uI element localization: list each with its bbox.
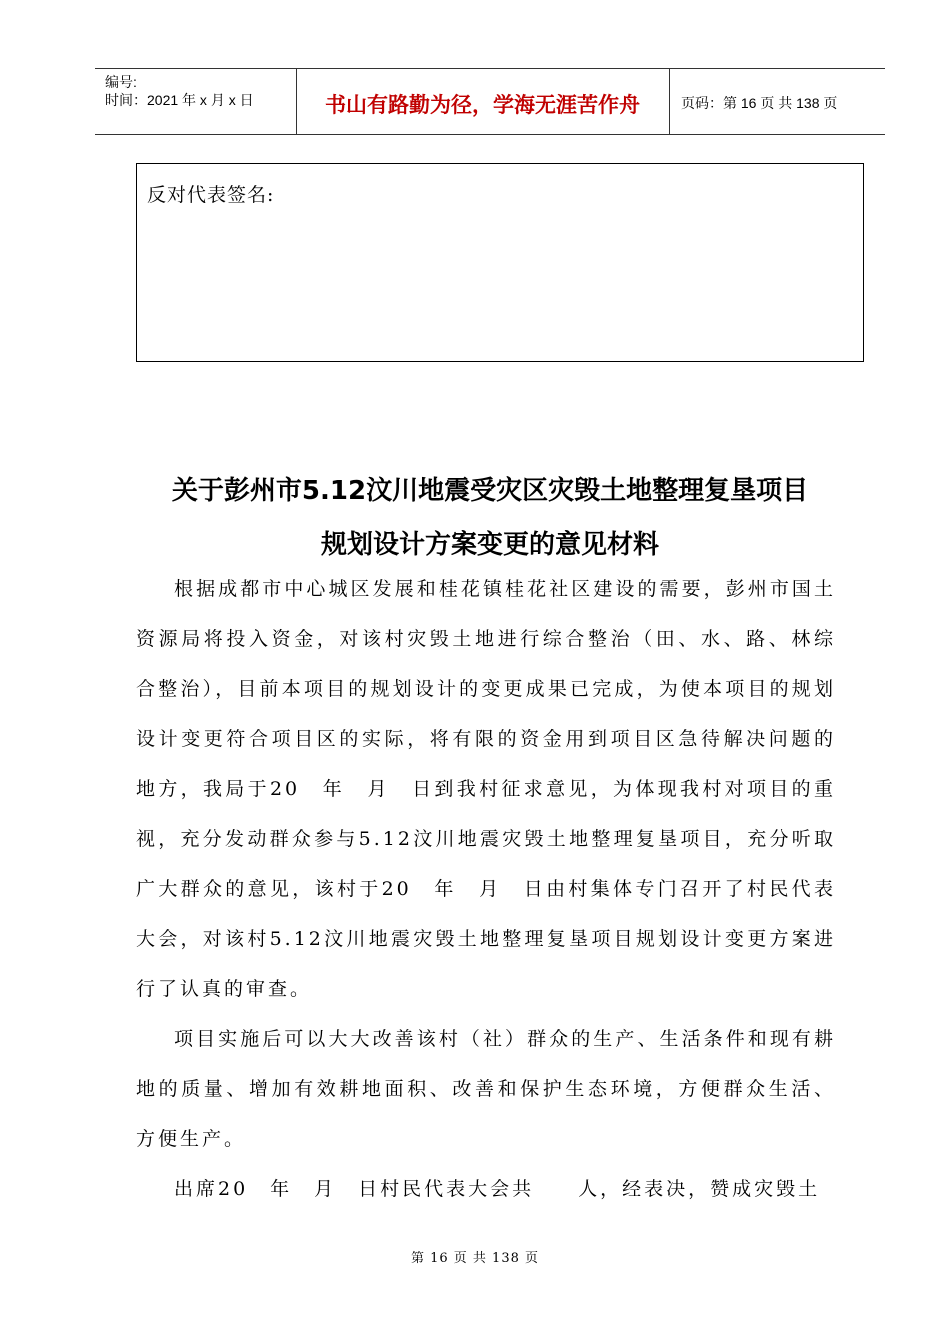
page-footer: 第 16 页 共 138 页: [410, 1251, 540, 1266]
paragraph: 出席20 年 月 日村民代表大会共 人，经表决，赞成灾毁土: [174, 1178, 821, 1200]
header-motto: 书山有路勤为径，学海无涯苦作舟: [325, 93, 640, 117]
opposition-signature-box: [136, 163, 864, 362]
header-meta: [105, 73, 254, 109]
signature-label: 反对代表签名:: [147, 184, 275, 206]
header-page-info: 页码：第 16 页 共 138 页: [681, 95, 838, 111]
title-line-2: 规划设计方案变更的意见材料: [320, 530, 659, 560]
page-header: [95, 68, 885, 135]
title-line-1: 关于彭州市5.12汶川地震受灾区灾毁土地整理复垦项目: [171, 476, 809, 506]
header-divider: [669, 69, 670, 134]
paragraph: 项目实施后可以大大改善该村（社）群众的生产、生活条件和现有耕地的质量、增加有效耕地面积、改善和保护生态环境，方便群众生活、方便生产。: [136, 1028, 836, 1150]
document-title: [95, 464, 885, 572]
document-body: [136, 564, 836, 1214]
paragraph: 根据成都市中心城区发展和桂花镇桂花社区建设的需要，彭州市国土资源局将投入资金，对该村灾毁土地进行综合整治（田、水、路、林综合整治），目前本项目的规划设计的变更成果已完成，为使本项目的规划设计变更符合项目区的实际，将有限的资金用到项目区急待解决问题的地方，我局于20 年 月 日到我村征求意见，为体现我村对项目的重视，充分发动群众参与5.12汶川地震灾毁土地整理复垦项目，充分听取广大群众的意见，该村于20 年 月 日由村集体专门召开了村民代表大会，对该村5.12汶川地震灾毁土地整理复垦项目规划设计变更方案进行了认真的审查。: [136, 578, 836, 1000]
date-line: 时间：2021 年 x 月 x 日: [105, 92, 254, 108]
serial-number-label: 编号:: [105, 74, 137, 90]
